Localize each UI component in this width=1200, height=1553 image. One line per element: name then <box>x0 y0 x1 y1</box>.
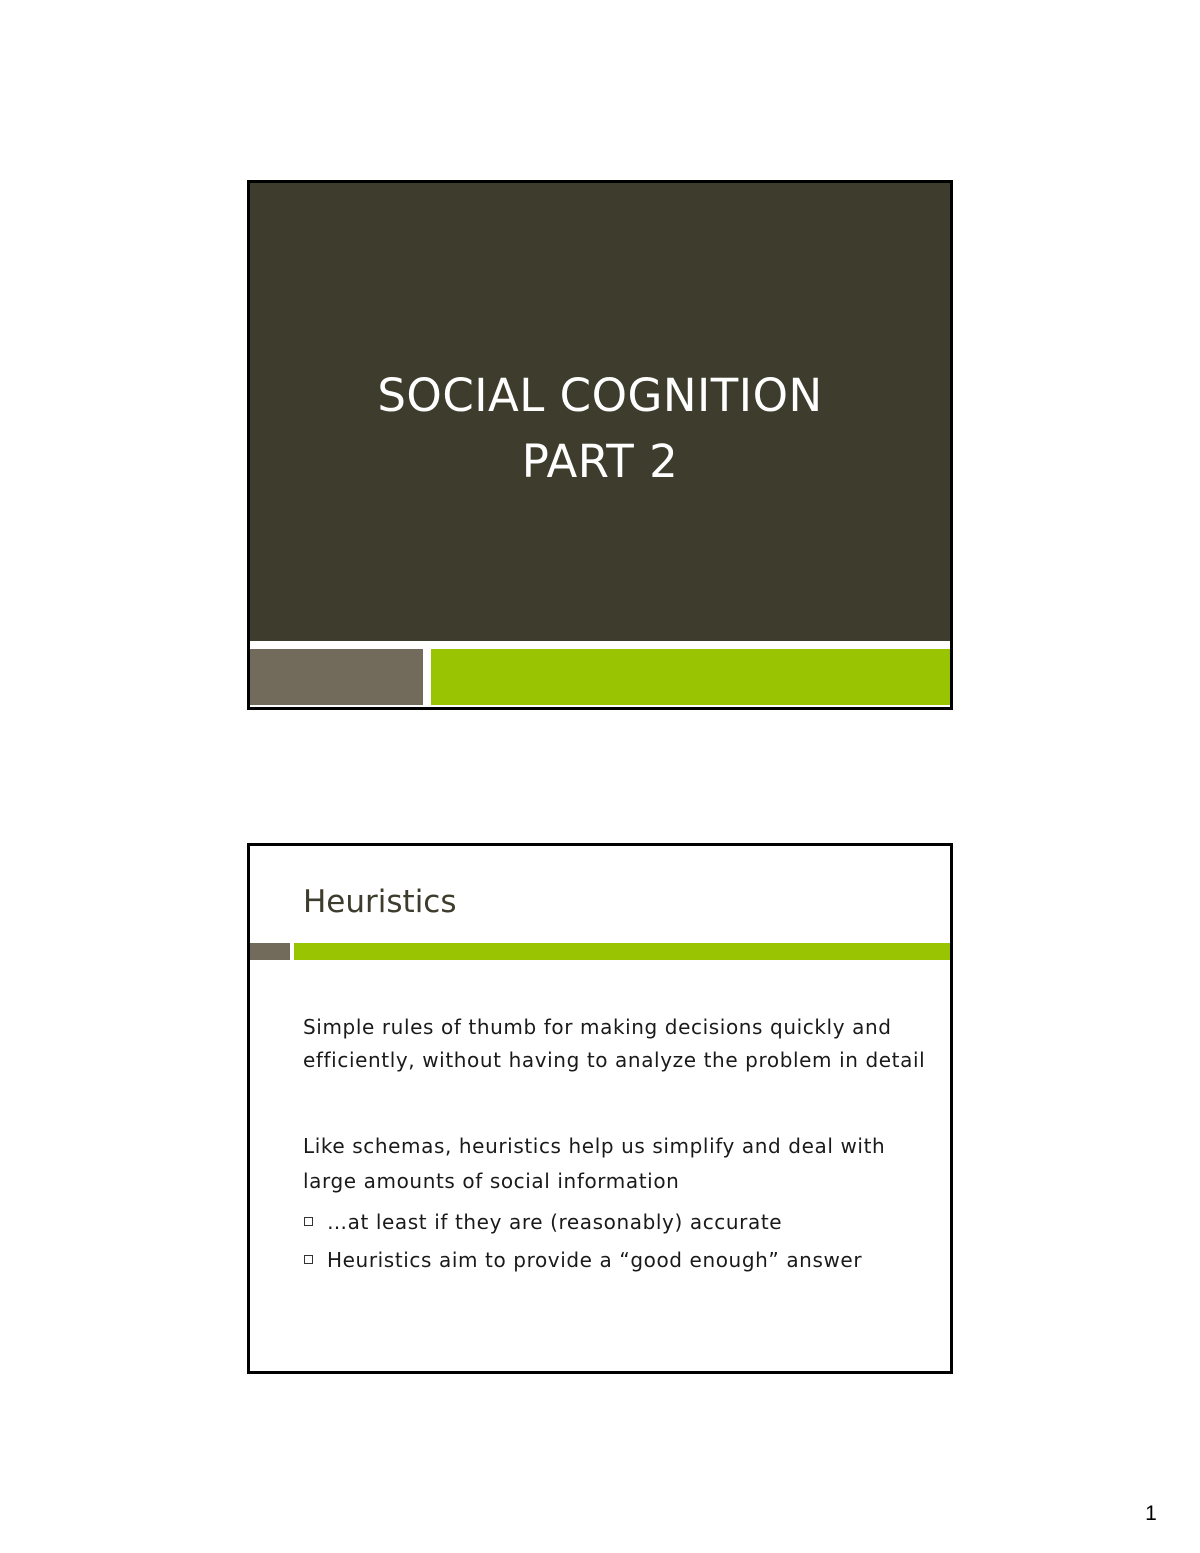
definition-paragraph: Simple rules of thumb for making decisions quickly and efficiently, without having to analyze the problem in detail <box>303 1015 926 1072</box>
bullet-text: …at least if they are (reasonably) accurate <box>327 1210 783 1234</box>
bullet-item <box>303 1203 928 1241</box>
slide-title <box>250 363 950 495</box>
footer-taupe-block <box>250 649 423 705</box>
footer-green-block <box>431 649 950 705</box>
slide-title-line-2: PART 2 <box>521 435 679 488</box>
bullet-text: Heuristics aim to provide a “good enough” answer <box>327 1248 863 1272</box>
heading-accent-green <box>294 943 950 960</box>
heuristics-slide <box>247 843 953 1374</box>
slide-body <box>303 1011 928 1279</box>
title-slide <box>247 180 953 710</box>
bullet-list <box>303 1203 928 1279</box>
heading-accent-taupe <box>250 943 290 960</box>
slide-title-line-1: SOCIAL COGNITION <box>377 369 823 422</box>
slide-heading: Heuristics <box>303 884 457 920</box>
schemas-paragraph: Like schemas, heuristics help us simplify and deal with large amounts of social information <box>303 1134 886 1193</box>
square-bullet-icon <box>304 1217 313 1226</box>
bullet-item <box>303 1241 928 1279</box>
square-bullet-icon <box>304 1255 313 1264</box>
page-number: 1 <box>1145 1502 1157 1525</box>
